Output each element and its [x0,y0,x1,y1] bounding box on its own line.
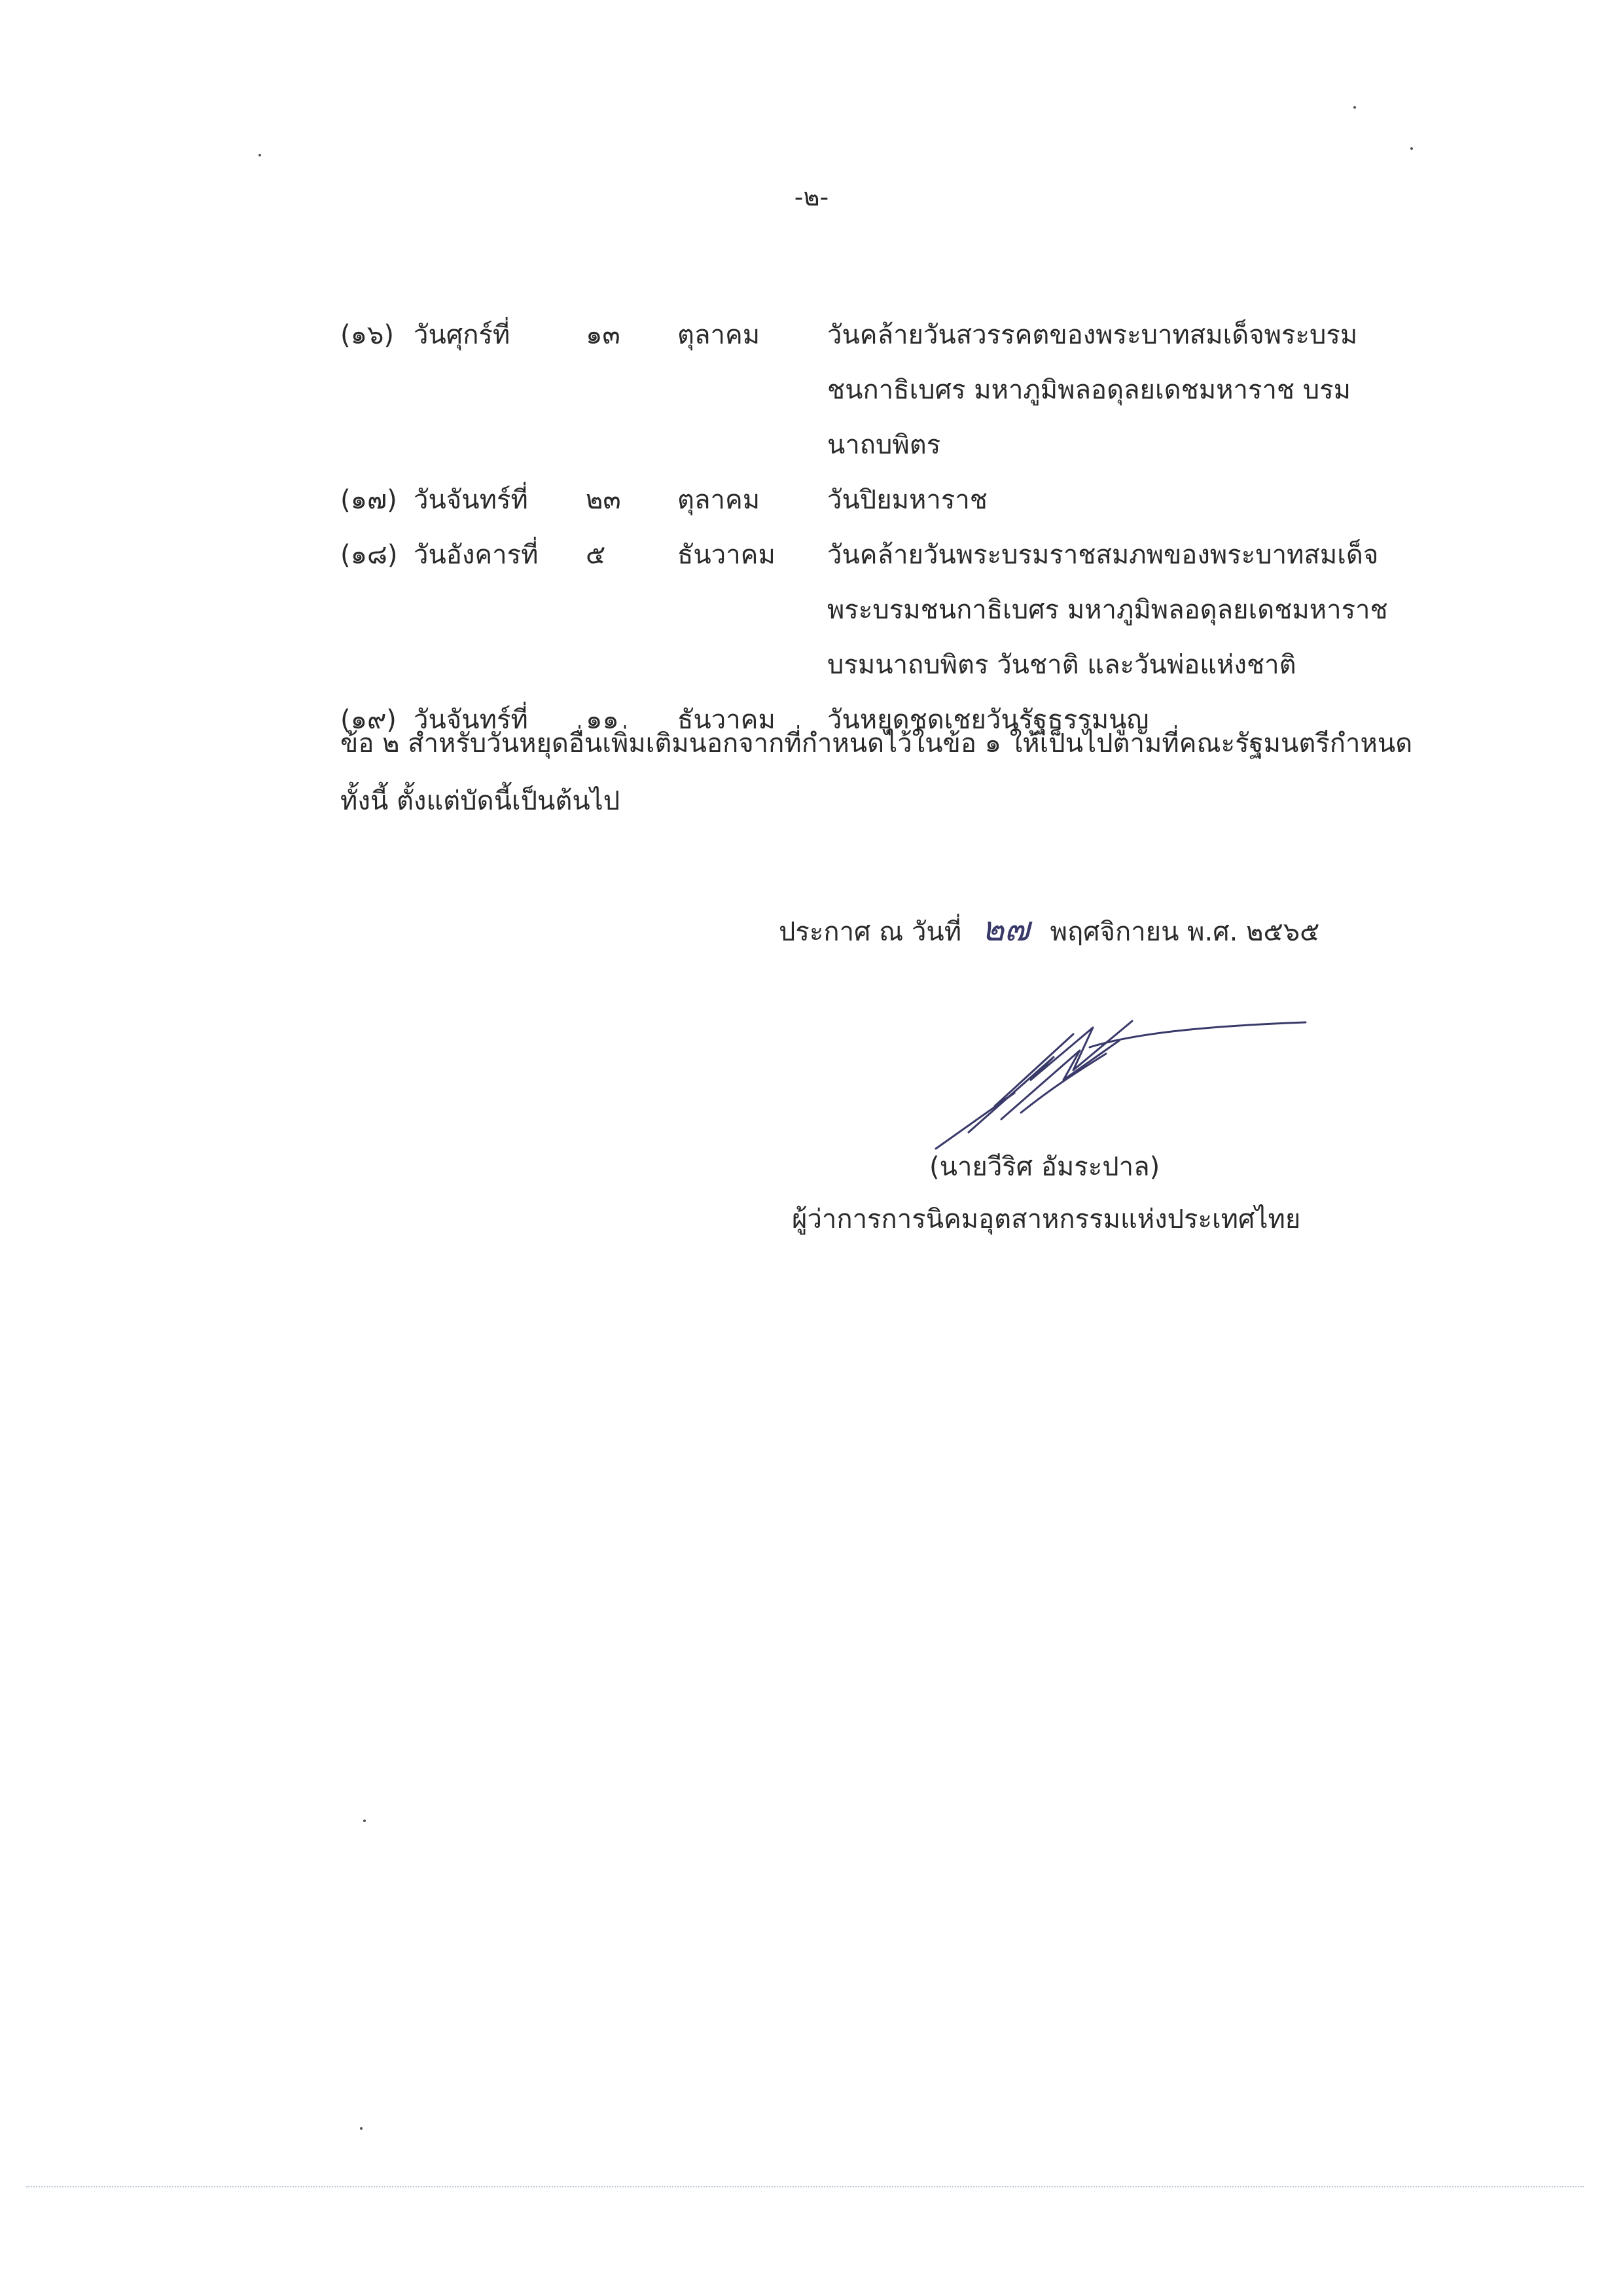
signer-name: (นายวีริศ อัมระปาล) [929,1152,1160,1182]
holiday-row [340,308,1453,473]
proclamation-prefix: ประกาศ ณ วันที่ [779,917,962,947]
proclamation-suffix: พฤศจิกายน พ.ศ. ๒๕๖๕ [1050,917,1320,947]
handwritten-signature [923,1008,1315,1158]
scan-speck [363,1820,366,1822]
holiday-description: วันคล้ายวันสวรรคตของพระบาทสมเด็จพระบรมชนกาธิเบศร มหาภูมิพลอดุลยเดชมหาราช บรมนาถบพิตร [827,320,1358,460]
holiday-description: วันหยุดชดเชยวันรัฐธรรมนูญ [827,705,1149,735]
holiday-month: ตุลาคม [677,485,760,515]
signer-title: ผู้ว่าการการนิคมอุตสาหกรรมแห่งประเทศไทย [792,1204,1301,1234]
scan-speck [360,2127,363,2130]
holiday-number: (๑๘) [340,540,398,570]
scan-speck [259,154,261,156]
scan-artifact-line [26,2186,1584,2187]
holiday-day: ๕ [586,540,606,570]
holiday-day: ๑๑ [586,705,619,735]
holiday-description: วันคล้ายวันพระบรมราชสมภพของพระบาทสมเด็จพระบรมชนกาธิเบศร มหาภูมิพลอดุลยเดชมหาราช บรมนาถบพิตร วันชาติ และวันพ่อแห่งชาติ [827,540,1388,680]
holiday-month: ธันวาคม [677,540,776,570]
holiday-number: (๑๗) [340,485,397,515]
holiday-row [340,528,1453,692]
scan-speck [1410,147,1413,150]
proclamation-date [779,910,1319,952]
clause-2-text: ข้อ ๒ สำหรับวันหยุดอื่นเพิ่มเติมนอกจากที่กำหนดไว้ในข้อ ๑ ให้เป็นไปตามที่คณะรัฐมนตรีกำหนด [340,728,1413,759]
clause-section [340,715,1414,830]
holiday-number: (๑๖) [340,320,394,350]
holiday-description: วันปิยมหาราช [827,485,988,515]
holiday-weekday: วันศุกร์ที่ [414,320,510,350]
handwritten-day: ๒๗ [982,910,1030,949]
effective-text: ทั้งนี้ ตั้งแต่บัดนี้เป็นต้นไป [340,786,620,816]
holiday-day: ๒๓ [586,485,621,515]
holiday-month: ธันวาคม [677,705,776,735]
holiday-weekday: วันจันทร์ที่ [414,485,528,515]
holiday-number: (๑๙) [340,705,397,735]
scan-speck [1353,106,1356,109]
holiday-weekday: วันอังคารที่ [414,540,539,570]
holiday-list [340,308,1453,747]
page-number: -๒- [794,183,829,211]
holiday-day: ๑๓ [586,320,620,350]
holiday-weekday: วันจันทร์ที่ [414,705,528,735]
holiday-month: ตุลาคม [677,320,760,350]
holiday-row [340,473,1453,528]
